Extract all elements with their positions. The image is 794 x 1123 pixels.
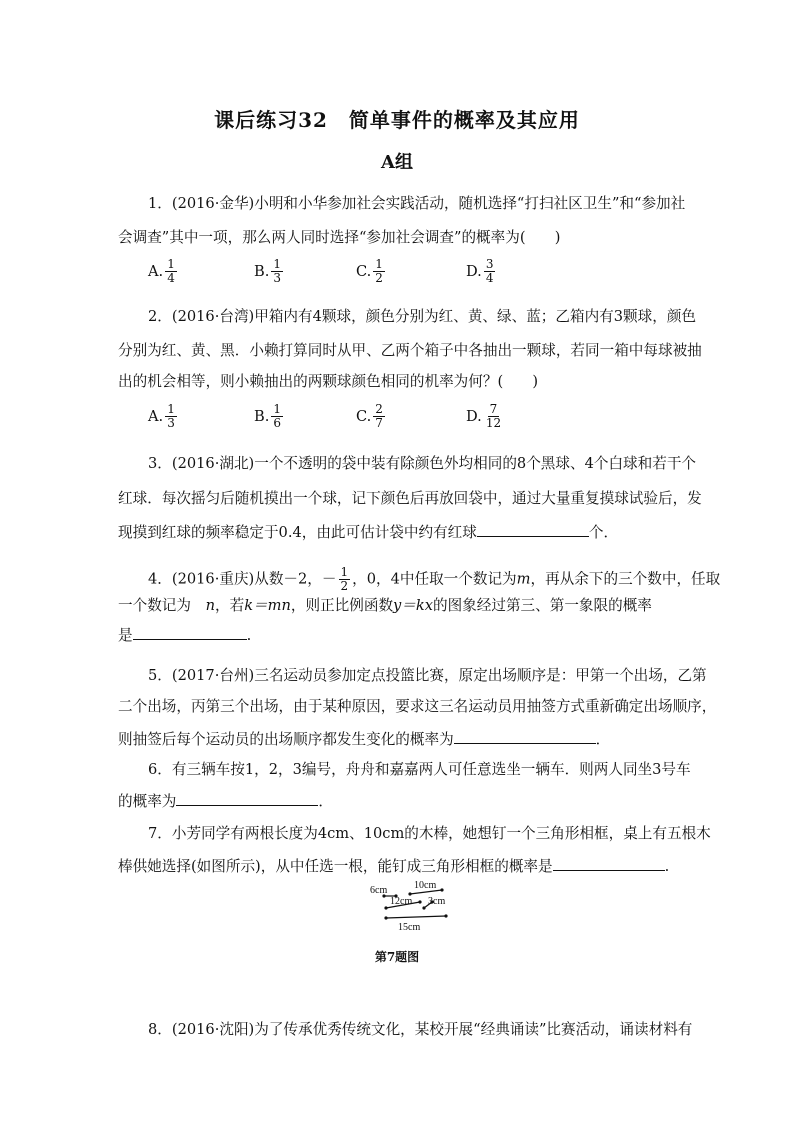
q4-line1 xyxy=(148,566,720,593)
q3-text-end: 个． xyxy=(588,524,619,541)
math-var: m xyxy=(516,570,531,588)
q2-line2: 分别为红、黄、黑．小赖打算同时从甲、乙两个箱子中各抽出一颗球，若同一箱中每球被抽 xyxy=(118,342,702,359)
q4-text: 一个数记为 xyxy=(118,597,206,614)
stick-label-10cm: 10cm xyxy=(414,880,437,891)
q4-text-end: . xyxy=(246,627,252,644)
math-expr: k＝mn xyxy=(244,597,291,614)
option-label: D. xyxy=(466,408,482,425)
stick-label-6cm: 6cm xyxy=(370,885,388,896)
math-expr: y＝kx xyxy=(393,597,433,614)
fraction: $\frac{1}{3}$ xyxy=(167,402,175,430)
q1-line2: 会调查”其中一项，那么两人同时选择“参加社会调查”的概率为( ) xyxy=(118,229,561,246)
math-var: n xyxy=(205,597,215,614)
fraction: $\frac{7}{12}$ xyxy=(485,402,502,430)
q6-line1: 6．有三辆车按1，2，3编号，舟舟和嘉嘉两人可任意选坐一辆车．则两人同坐3号车 xyxy=(148,761,691,778)
stick-label-3cm: 3cm xyxy=(428,896,446,907)
answer-blank[interactable] xyxy=(176,790,318,806)
q5-line2: 二个出场，丙第三个出场，由于某种原因，要求这三名运动员用抽签方式重新确定出场顺序， xyxy=(118,698,717,715)
q2-option-a xyxy=(148,403,179,430)
option-label: C. xyxy=(356,408,372,425)
q4-text: ，0，4中任取一个数记为 xyxy=(352,570,517,588)
q5-text-end: ． xyxy=(595,731,611,748)
fraction: $\frac{1}{6}$ xyxy=(273,402,282,430)
q5-text: 则抽签后每个运动员的出场顺序都发生变化的概率为 xyxy=(118,731,454,748)
q4-text: ，则正比例函数 xyxy=(290,597,394,614)
q6-line2 xyxy=(118,790,333,812)
fraction: $\frac{2}{7}$ xyxy=(375,402,383,430)
q7-text: 棒供她选择(如图所示)，从中任选一根，能钉成三角形相框的概率是 xyxy=(118,858,553,875)
answer-blank[interactable] xyxy=(454,728,596,744)
q2-option-b xyxy=(254,403,285,430)
fraction: $\frac{1}{2}$ xyxy=(340,565,349,593)
stick-label-15cm: 15cm xyxy=(398,922,421,933)
q3-text: 现摸到红球的频率稳定于0.4，由此可估计袋中约有红球 xyxy=(118,524,477,541)
q4-text: 是 xyxy=(118,627,133,644)
q4-text: 的图象经过第三、第一象限的概率 xyxy=(432,597,652,614)
sticks-figure xyxy=(362,878,462,938)
q4-text: ，再从余下的三个数中，任取 xyxy=(530,570,721,588)
q3-line2: 红球．每次摇匀后随机摸出一个球，记下颜色后再放回袋中，通过大量重复摸球试验后，发 xyxy=(118,490,702,507)
stick-15cm xyxy=(386,916,446,918)
option-label: B. xyxy=(254,408,270,425)
q8-line1: 8．(2016·沈阳)为了传承优秀传统文化，某校开展“经典诵读”比赛活动，诵读材料有 xyxy=(148,1021,693,1038)
q1-option-b xyxy=(254,258,285,285)
q4-text: ，若 xyxy=(214,597,245,614)
stick-label-12cm: 12cm xyxy=(390,896,413,907)
q1-line1: 1．(2016·金华)小明和小华参加社会实践活动，随机选择“打扫社区卫生”和“参加社 xyxy=(148,195,686,212)
fraction: $\frac{3}{4}$ xyxy=(485,257,494,285)
q7-line1: 7．小芳同学有两根长度为4cm、10cm的木棒，她想钉一个三角形相框，桌上有五根木 xyxy=(148,825,711,842)
option-label: A. xyxy=(148,263,164,280)
q1-option-a xyxy=(148,258,179,285)
q7-text-end: . xyxy=(664,858,670,875)
q2-line3: 出的机会相等，则小赖抽出的两颗球颜色相同的机率为何？( ) xyxy=(118,373,539,390)
q5-line3 xyxy=(118,728,610,750)
q4-line2 xyxy=(118,596,652,616)
q7-line2 xyxy=(118,855,669,877)
page-title: 课后练习32 简单事件的概率及其应用 xyxy=(214,108,580,132)
q4-text: 4．(2016·重庆)从数－2，－ xyxy=(148,570,337,588)
q2-option-c xyxy=(356,403,387,430)
fraction: $\frac{1}{4}$ xyxy=(167,257,175,285)
figure-caption: 第7题图 xyxy=(374,950,420,964)
q1-option-d xyxy=(466,258,497,285)
answer-blank[interactable] xyxy=(553,855,665,871)
q6-text-end: ． xyxy=(318,793,333,810)
option-label: D. xyxy=(466,263,482,280)
option-label: C. xyxy=(356,263,372,280)
q1-option-c xyxy=(356,258,387,285)
q5-line1: 5．(2017·台州)三名运动员参加定点投篮比赛，原定出场顺序是：甲第一个出场，乙第 xyxy=(148,667,707,684)
answer-blank[interactable] xyxy=(477,521,589,537)
q2-option-d xyxy=(466,403,505,430)
fraction: $\frac{1}{3}$ xyxy=(273,257,282,285)
fraction: $\frac{1}{2}$ xyxy=(375,257,383,285)
q3-line3 xyxy=(118,521,618,543)
q6-text: 的概率为 xyxy=(118,793,177,810)
q3-line1: 3．(2016·湖北)一个不透明的袋中装有除颜色外均相同的8个黑球、4个白球和若干个 xyxy=(148,455,697,472)
q4-line3 xyxy=(118,624,251,646)
q2-line1: 2．(2016·台湾)甲箱内有4颗球，颜色分别为红、黄、绿、蓝；乙箱内有3颗球，颜色 xyxy=(148,308,697,325)
answer-blank[interactable] xyxy=(133,624,247,640)
section-heading: A组 xyxy=(381,152,413,173)
option-label: B. xyxy=(254,263,270,280)
option-label: A. xyxy=(148,408,164,425)
